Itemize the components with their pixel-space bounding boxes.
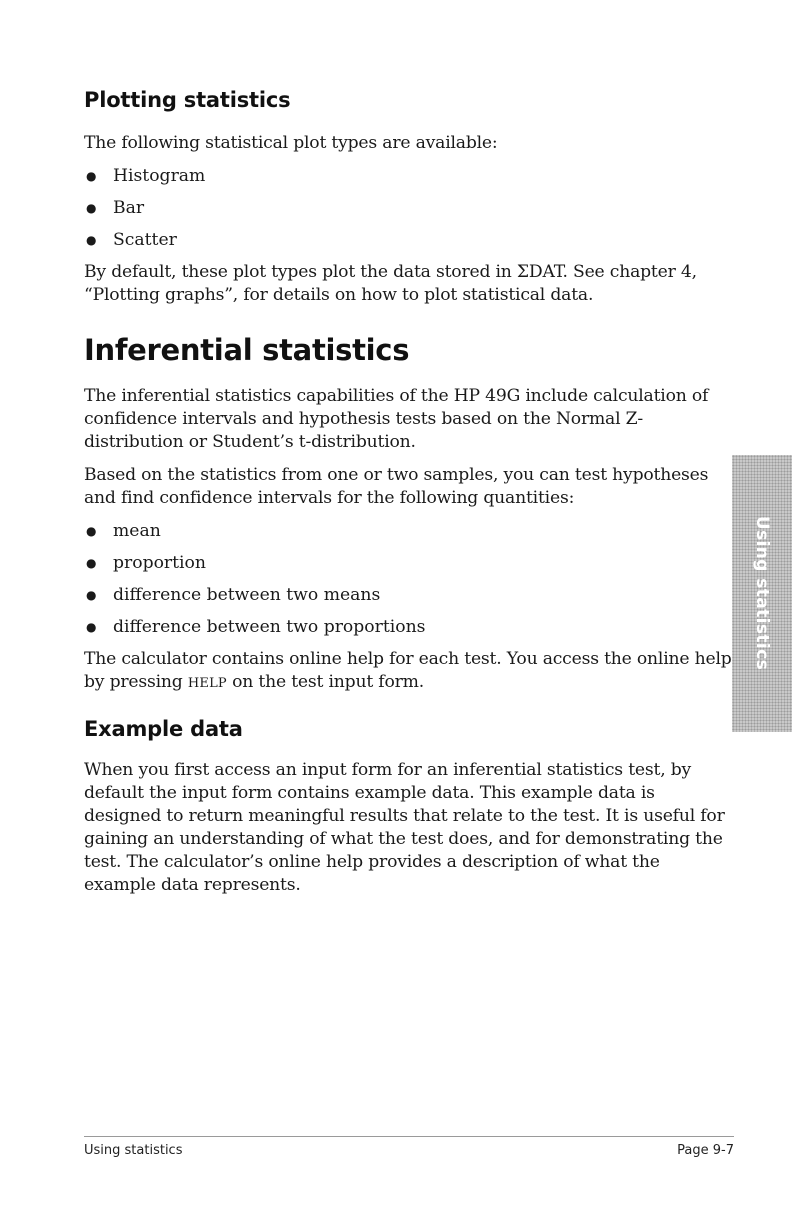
list-item: ● proportion [86, 553, 206, 573]
inferential-para-1: The inferential statistics capabilities of the HP 49G include calculation of confidence intervals and hypothesis tests based on the Normal Z-distribution or Student’s t-distribution. [84, 386, 709, 452]
plot-types-list [84, 165, 734, 252]
list-item: ● Scatter [86, 230, 177, 250]
chapter-side-tab [732, 455, 792, 732]
section-heading-plotting: Plotting statistics [84, 88, 291, 112]
bullet-icon: ● [86, 524, 97, 538]
list-item: ● difference between two proportions [86, 617, 426, 637]
quantities-list [84, 520, 734, 639]
bullet-icon: ● [86, 620, 97, 634]
plotting-note: By default, these plot types plot the data stored in ΣDAT. See chapter 4, “Plotting graphs”, for details on how to plot statistical data. [84, 262, 697, 305]
page-content [84, 88, 734, 907]
list-item: ● Histogram [86, 166, 206, 186]
list-item: ● mean [86, 521, 161, 541]
list-item: ● Bar [86, 198, 145, 218]
footer-page-number: Page 9-7 [677, 1143, 734, 1158]
footer-divider [84, 1136, 734, 1137]
inferential-para-2: Based on the statistics from one or two samples, you can test hypotheses and find confidence intervals for the following quantities: [84, 465, 709, 508]
example-para: When you first access an input form for an inferential statistics test, by default the input form contains example data. This example data is designed to return meaningful results that relate to the test. It is useful for gaining an understanding of what the test does, and for demonstrating the test. The calculator’s online help provides a description of what the example data represents. [84, 760, 725, 895]
chapter-tab-label: Using statistics [752, 515, 772, 671]
bullet-icon: ● [86, 588, 97, 602]
section-heading-example: Example data [84, 717, 243, 741]
bullet-icon: ● [86, 201, 97, 215]
list-item: ● difference between two means [86, 585, 381, 605]
help-key-label: HELP [187, 676, 227, 691]
online-help-para: The calculator contains online help for each test. You access the online help by pressing HELP on the test input form. [84, 649, 732, 692]
bullet-icon: ● [86, 233, 97, 247]
section-heading-inferential: Inferential statistics [84, 333, 410, 367]
bullet-icon: ● [86, 169, 97, 183]
footer-chapter-title: Using statistics [84, 1143, 183, 1158]
bullet-icon: ● [86, 556, 97, 570]
plotting-intro: The following statistical plot types are available: [84, 133, 498, 153]
